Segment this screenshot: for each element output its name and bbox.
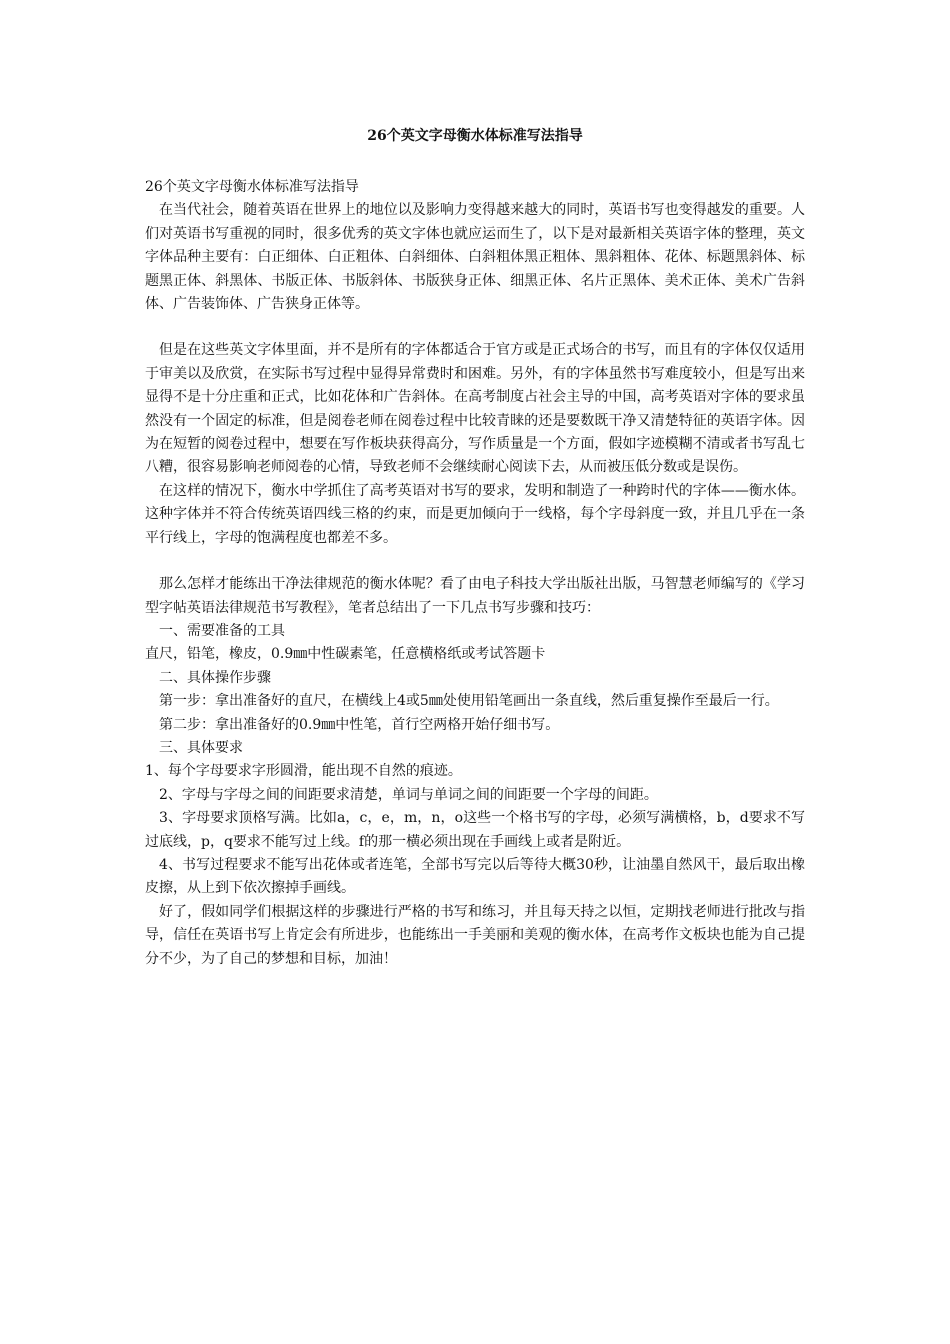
requirement-item: 2、字母与字母之间的间距要求清楚，单词与单词之间的间距要一个字母的间距。 bbox=[159, 786, 658, 803]
requirement-item: 1、每个字母要求字形圆滑，能出现不自然的痕迹。 bbox=[145, 763, 462, 780]
paragraph-conclusion: 好了，假如同学们根据这样的步骤进行严格的书写和练习，并且每天持之以恒，定期找老师进行批改与指导，信任在英语书写上肯定会有所进步，也能练出一手美丽和美观的衡水体，在高考作文板块也能为自己提分不少，为了自己的梦想和目标，加油！ bbox=[145, 903, 805, 967]
document-title: 26个英文字母衡水体标准写法指导 bbox=[367, 128, 583, 144]
paragraph-gap bbox=[145, 316, 805, 339]
paragraph-gap bbox=[145, 550, 805, 573]
paragraph-tools: 直尺，铅笔，橡皮，0.9㎜中性碳素笔，任意横格纸或考试答题卡 bbox=[145, 646, 546, 663]
paragraph-how-to-practice: 那么怎样才能练出干净法律规范的衡水体呢？看了由电子科技大学出版社出版，马智慧老师编写的《学习型字帖英语法律规范书写教程》，笔者总结出了一下几点书写步骤和技巧： bbox=[145, 576, 805, 616]
requirement-item: 3、字母要求顶格写满。比如a，c，e，m，n，o这些一个格书写的字母，必须写满横格，b，d要求不写过底线，p，q要求不能写过上线。f的那一横必须出现在手画线上或者是附近。 bbox=[145, 810, 805, 850]
paragraph-step-two: 第二步：拿出准备好的0.9㎜中性笔，首行空两格开始仔细书写。 bbox=[159, 716, 560, 733]
paragraph-hengshui-style: 在这样的情况下，衡水中学抓住了高考英语对书写的要求，发明和制造了一种跨时代的字体——衡水体。这种字体并不符合传统英语四线三格的约束，而是更加倾向于一线格，每个字母斜度一致，并且几乎在一条平行线上，字母的饱满程度也都差不多。 bbox=[145, 482, 805, 546]
paragraph-step-one: 第一步：拿出准备好的直尺，在横线上4或5㎜处使用铅笔画出一条直线，然后重复操作至最后一行。 bbox=[159, 693, 779, 710]
document-page bbox=[145, 118, 805, 971]
document-subtitle: 26个英文字母衡水体标准写法指导 bbox=[145, 179, 359, 195]
section-heading-requirements: 三、具体要求 bbox=[159, 739, 243, 756]
paragraph-intro: 在当代社会，随着英语在世界上的地位以及影响力变得越来越大的同时，英语书写也变得越发的重要。人们对英语书写重视的同时，很多优秀的英文字体也就应运而生了，以下是对最新相关英语字体的整理，英文字体品种主要有：白正细体、白正粗体、白斜细体、白斜粗体黑正粗体、黑斜粗体、花体、标题黑斜体、标题黑正体、斜黑体、书版正体、书版斜体、书版狭身正体、细黑正体、名片正黑体、美术正体、美术广告斜体、广告装饰体、广告狭身正体等。 bbox=[145, 202, 805, 313]
section-heading-tools: 一、需要准备的工具 bbox=[159, 622, 285, 639]
requirement-item: 4、书写过程要求不能写出花体或者连笔，全部书写完以后等待大概30秒，让油墨自然风干，最后取出橡皮擦，从上到下依次擦掉手画线。 bbox=[145, 856, 805, 897]
paragraph-font-suitability: 但是在这些英文字体里面，并不是所有的字体都适合于官方或是正式场合的书写，而且有的字体仅仅适用于审美以及欣赏，在实际书写过程中显得异常费时和困难。另外，有的字体虽然书写难度较小，但是写出来显得不是十分庄重和正式，比如花体和广告斜体。在高考制度占社会主导的中国，高考英语对字体的要求虽然没有一个固定的标准，但是阅卷老师在阅卷过程中比较青睐的还是要数既干净又清楚特征的英语字体。因为在短暂的阅卷过程中，想要在写作板块获得高分，写作质量是一个方面，假如字迹模糊不清或者书写乱七八糟，很容易影响老师阅卷的心情，导致老师不会继续耐心阅读下去，从而被压低分数或是误伤。 bbox=[145, 342, 805, 476]
section-heading-steps: 二、具体操作步骤 bbox=[159, 669, 271, 686]
